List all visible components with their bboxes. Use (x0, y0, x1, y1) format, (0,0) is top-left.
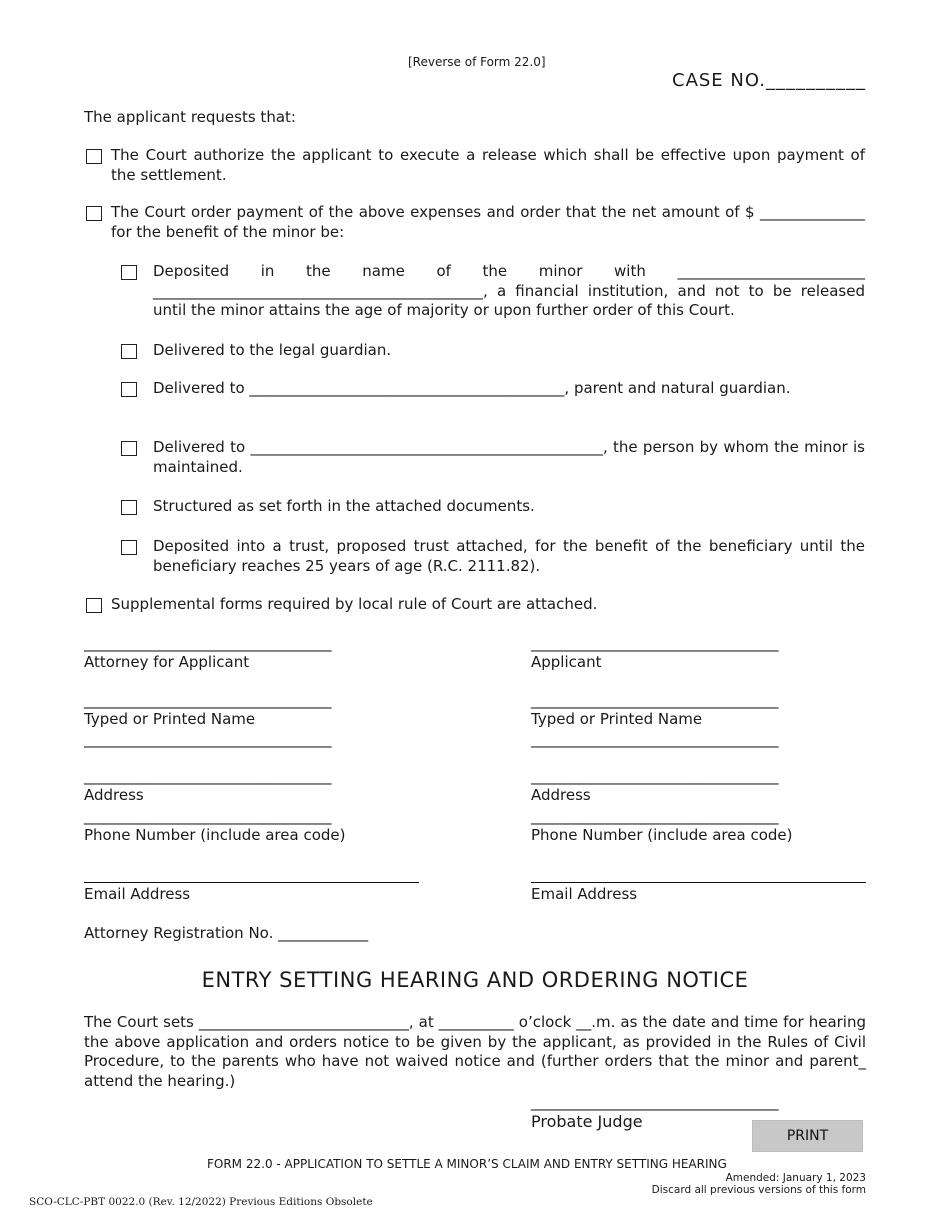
parent-guardian-checkbox[interactable] (121, 382, 137, 397)
applicant-address-line-2[interactable]: _________________________________ (531, 767, 779, 785)
release-request-text: The Court authorize the applicant to execute a release which shall be effective upon payment of the settlement. (111, 146, 865, 184)
attorney-address-label: Address (84, 786, 144, 804)
discard-note: Discard all previous versions of this form (651, 1184, 866, 1196)
attorney-phone-label: Phone Number (include area code) (84, 826, 346, 844)
reverse-note: [Reverse of Form 22.0] (408, 55, 546, 69)
payment-request-text: The Court order payment of the above expenses and order that the net amount of $ ______________ for the benefit of the minor be: (111, 203, 865, 241)
structured-checkbox[interactable] (121, 500, 137, 515)
applicant-label: Applicant (531, 653, 602, 671)
trust-text: Deposited into a trust, proposed trust attached, for the benefit of the beneficiary until the beneficiary reaches 25 years of age (R.C. 2111.82). (153, 537, 865, 575)
applicant-name-line[interactable]: _________________________________ (531, 691, 779, 709)
entry-heading: ENTRY SETTING HEARING AND ORDERING NOTICE (201, 968, 749, 992)
attorney-signature-line[interactable]: _________________________________ (84, 634, 332, 652)
attorney-label: Attorney for Applicant (84, 653, 250, 671)
structured-text: Structured as set forth in the attached documents. (153, 497, 535, 515)
applicant-phone-line[interactable]: _________________________________ (531, 807, 779, 825)
legal-guardian-text: Delivered to the legal guardian. (153, 341, 392, 359)
attorney-name-label: Typed or Printed Name (84, 710, 256, 728)
deposit-minor-checkbox[interactable] (121, 265, 137, 280)
maintainer-checkbox[interactable] (121, 441, 137, 456)
maintainer-text: Delivered to _______________________________________________, the person by whom the minor is maintained. (153, 438, 865, 476)
form-title: FORM 22.0 - APPLICATION TO SETTLE A MINOR’S CLAIM AND ENTRY SETTING HEARING (207, 1157, 727, 1171)
trust-checkbox[interactable] (121, 540, 137, 555)
attorney-email-label: Email Address (84, 885, 191, 903)
judge-signature-line[interactable]: _________________________________ (531, 1093, 779, 1111)
applicant-address-label: Address (531, 786, 591, 804)
attorney-phone-line[interactable]: _________________________________ (84, 807, 332, 825)
applicant-signature-line[interactable]: _________________________________ (531, 634, 779, 652)
entry-body: The Court sets ____________________________, at __________ o’clock __.m. as the date and time for hearing the above application and orders notice to be given by the applicant, as provided in the Rules of Civil Procedure, to the parents who have not waived notice and (further orders that the minor and parent_ attend the hearing.) (84, 1013, 866, 1090)
applicant-address-line-1[interactable]: _________________________________ (531, 730, 779, 748)
attorney-email-line[interactable] (84, 882, 419, 883)
case-number: CASE NO.__________ (672, 70, 867, 91)
print-button[interactable]: PRINT (752, 1120, 863, 1152)
applicant-email-label: Email Address (531, 885, 638, 903)
amended-date: Amended: January 1, 2023 (725, 1172, 866, 1184)
form-code: SCO-CLC-PBT 0022.0 (Rev. 12/2022) Previous Editions Obsolete (29, 1196, 373, 1208)
supplemental-checkbox[interactable] (86, 598, 102, 613)
probate-judge-label: Probate Judge (531, 1112, 643, 1131)
attorney-address-line-2[interactable]: _________________________________ (84, 767, 332, 785)
deposit-minor-text: Deposited in the name of the minor with _________________________ ____________________________________________, a financial institution, and not to be released until the minor attains the age of majority or upon further order of this Court. (153, 262, 865, 319)
payment-checkbox[interactable] (86, 206, 102, 221)
attorney-name-line[interactable]: _________________________________ (84, 691, 332, 709)
supplemental-text: Supplemental forms required by local rule of Court are attached. (111, 595, 598, 613)
requests-intro: The applicant requests that: (84, 108, 296, 126)
applicant-name-label: Typed or Printed Name (531, 710, 703, 728)
legal-guardian-checkbox[interactable] (121, 344, 137, 359)
applicant-phone-label: Phone Number (include area code) (531, 826, 793, 844)
parent-guardian-text: Delivered to __________________________________________, parent and natural guardian. (153, 379, 791, 397)
release-checkbox[interactable] (86, 149, 102, 164)
applicant-email-line[interactable] (531, 882, 866, 883)
attorney-registration: Attorney Registration No. ____________ (84, 924, 369, 942)
attorney-address-line-1[interactable]: _________________________________ (84, 730, 332, 748)
